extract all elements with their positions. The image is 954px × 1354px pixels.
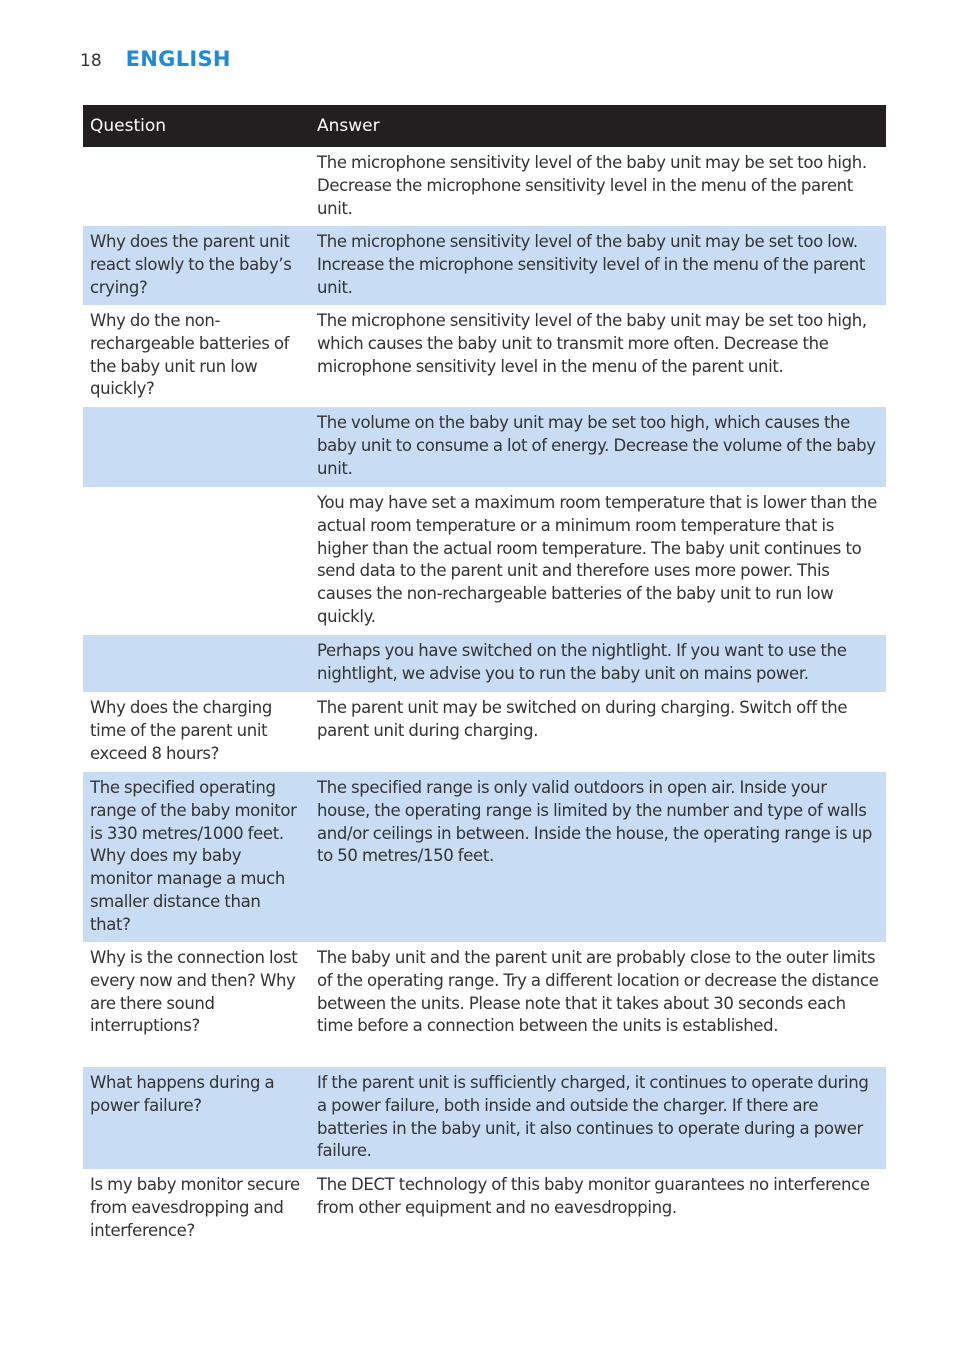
question-cell (83, 487, 310, 635)
answer-cell: Perhaps you have switched on the nightlight. If you want to use the nightlight, we advise you to run the baby unit on mains power. (310, 635, 886, 692)
question-cell (83, 635, 310, 692)
column-header-answer: Answer (310, 105, 886, 147)
question-cell: The specified operating range of the baby monitor is 330 metres/1000 feet. Why does my baby monitor manage a much smaller distance than that? (83, 772, 310, 942)
table-row (83, 226, 886, 305)
table-row (83, 1067, 886, 1169)
question-cell: Why does the parent unit react slowly to the baby’s crying? (83, 226, 310, 305)
answer-cell: The microphone sensitivity level of the baby unit may be set too high. Decrease the microphone sensitivity level in the menu of the parent unit. (317, 153, 867, 218)
language-heading: ENGLISH (125, 47, 231, 71)
answer-cell: The parent unit may be switched on during charging. Switch off the parent unit during charging. (317, 698, 848, 740)
answer-cell: The volume on the baby unit may be set too high, which causes the baby unit to consume a lot of energy. Decrease the volume of the baby unit. (310, 407, 886, 487)
table-row (83, 147, 886, 226)
page-header (80, 47, 231, 71)
faq-table (83, 105, 886, 1271)
question-cell (83, 407, 310, 487)
answer-cell: The baby unit and the parent unit are probably close to the outer limits of the operating range. Try a different location or decrease the distance between the units. Please note that it takes about 30 seconds each time before a connection between the units is established. (317, 948, 879, 1036)
answer-cell: If the parent unit is sufficiently charged, it continues to operate during a power failure, both inside and outside the charger. If there are batteries in the baby unit, it also continues to operate during a power failure. (310, 1067, 886, 1169)
table-row (83, 692, 886, 772)
page-number: 18 (80, 51, 102, 71)
table-header-row (83, 105, 886, 147)
table-row (83, 1169, 886, 1271)
table-row (83, 942, 886, 1067)
question-cell: Why do the non-rechargeable batteries of the baby unit run low quickly? (90, 311, 290, 399)
question-cell (83, 147, 310, 226)
answer-cell: You may have set a maximum room temperature that is lower than the actual room temperature or a minimum room temperature that is higher than the actual room temperature. The baby unit continues to send data to the parent unit and therefore uses more power. This causes the non-rechargeable batteries of the baby unit to run low quickly. (317, 493, 877, 626)
answer-cell: The specified range is only valid outdoors in open air. Inside your house, the operating range is limited by the number and type of walls and/or ceilings in between. Inside the house, the operating range is up to 50 metres/150 feet. (310, 772, 886, 942)
question-cell: What happens during a power failure? (83, 1067, 310, 1169)
question-cell: Is my baby monitor secure from eavesdropping and interference? (90, 1175, 300, 1240)
column-header-question: Question (83, 105, 310, 147)
table-row (83, 407, 886, 487)
question-cell: Why does the charging time of the parent unit exceed 8 hours? (90, 698, 272, 763)
question-cell: Why is the connection lost every now and then? Why are there sound interruptions? (90, 948, 298, 1036)
table-row (83, 487, 886, 635)
answer-cell: The DECT technology of this baby monitor guarantees no interference from other equipment and no eavesdropping. (317, 1175, 870, 1217)
answer-cell: The microphone sensitivity level of the baby unit may be set too low. Increase the microphone sensitivity level of in the menu of the parent unit. (310, 226, 886, 305)
table-row (83, 305, 886, 407)
table-row (83, 772, 886, 942)
table-row (83, 635, 886, 692)
answer-cell: The microphone sensitivity level of the baby unit may be set too high, which causes the baby unit to transmit more often. Decrease the microphone sensitivity level in the menu of the parent unit. (317, 311, 867, 376)
